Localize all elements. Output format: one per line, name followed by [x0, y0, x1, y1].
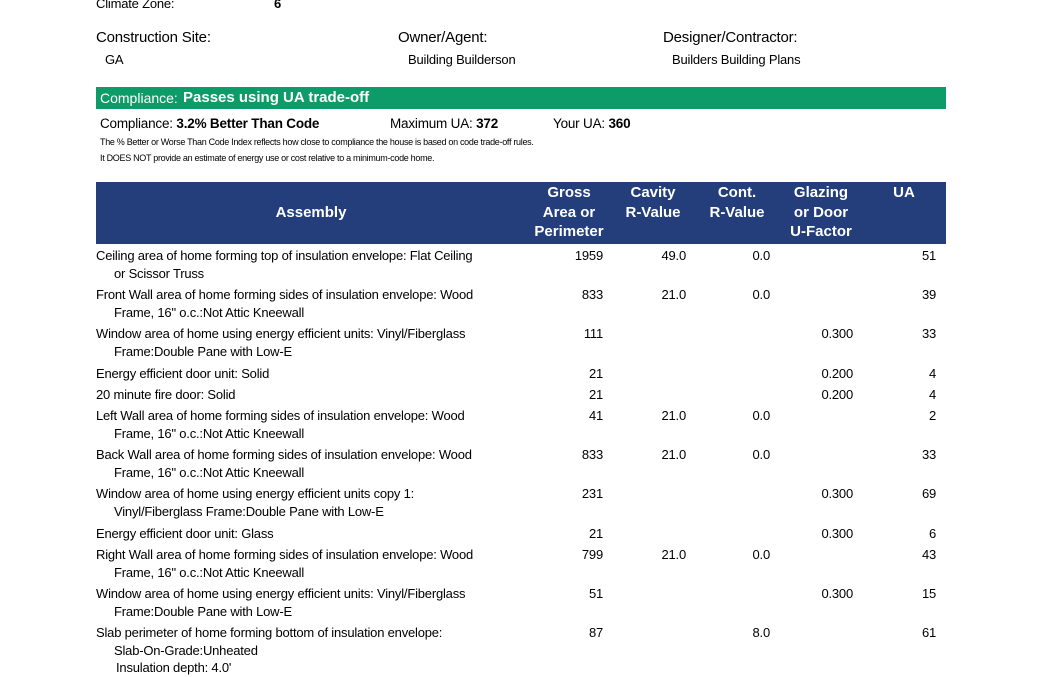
compliance-banner-prefix: Compliance:	[100, 90, 178, 106]
header-glazing-line-1: Glazing	[793, 184, 849, 201]
header-gross-line-3: Perimeter	[534, 223, 604, 240]
compliance-banner	[96, 87, 946, 109]
glazing-ufactor: 0.300	[821, 326, 853, 341]
assembly-description	[96, 624, 536, 677]
cavity-rvalue: 21.0	[661, 547, 686, 562]
assembly-description	[96, 546, 536, 581]
cavity-rvalue: 49.0	[661, 248, 686, 263]
owner-agent-value: Building Builderson	[408, 52, 516, 67]
gross-area: 833	[581, 447, 603, 462]
cont-rvalue: 0.0	[752, 547, 770, 562]
assembly-line-2: Frame:Double Pane with Low-E	[114, 343, 292, 359]
cavity-rvalue: 21.0	[661, 287, 686, 302]
your-ua-label: Your UA:	[553, 116, 605, 131]
assembly-line-3: Insulation depth: 4.0'	[116, 660, 232, 675]
gross-area: 833	[581, 287, 603, 302]
ua-value: 6	[928, 526, 936, 541]
your-ua-value: 360	[608, 116, 631, 131]
assembly-line-2: Frame, 16" o.c.:Not Attic Kneewall	[114, 304, 305, 320]
assembly-line-1: Back Wall area of home forming sides of insulation envelope: Wood	[96, 447, 472, 462]
ua-value: 33	[921, 447, 936, 462]
assembly-description	[96, 525, 536, 543]
ua-value: 69	[921, 486, 936, 501]
gross-area: 21	[588, 526, 603, 541]
glazing-ufactor: 0.200	[821, 387, 853, 402]
compliance-summary	[100, 116, 319, 131]
assembly-line-2: Frame:Double Pane with Low-E	[114, 603, 292, 619]
cont-rvalue: 0.0	[752, 248, 770, 263]
assembly-description	[96, 485, 536, 520]
compliance-note-2: It DOES NOT provide an estimate of energy use or cost relative to a minimum-code home.	[100, 153, 435, 163]
assembly-line-1: Right Wall area of home forming sides of insulation envelope: Wood	[96, 547, 474, 562]
ua-value: 4	[928, 366, 936, 381]
glazing-ufactor: 0.300	[821, 486, 853, 501]
assembly-description	[96, 365, 536, 383]
assembly-line-1: Ceiling area of home forming top of insulation envelope: Flat Ceiling	[96, 248, 473, 263]
cont-rvalue: 8.0	[752, 625, 770, 640]
construction-site-value: GA	[105, 52, 124, 67]
cavity-rvalue: 21.0	[661, 408, 686, 423]
assembly-line-1: Energy efficient door unit: Glass	[96, 526, 274, 541]
ua-value: 15	[921, 586, 936, 601]
gross-area: 111	[583, 326, 603, 341]
ua-value: 4	[928, 387, 936, 402]
designer-contractor-value: Builders Building Plans	[672, 52, 801, 67]
header-glazing-line-3: U-Factor	[790, 223, 852, 240]
assembly-line-1: Front Wall area of home forming sides of insulation envelope: Wood	[96, 287, 474, 302]
cavity-rvalue: 21.0	[661, 447, 686, 462]
maximum-ua-value: 372	[476, 116, 499, 131]
gross-area: 799	[581, 547, 603, 562]
climate-zone-label: Climate Zone:	[96, 0, 175, 11]
assembly-line-1: Window area of home using energy efficient units copy 1:	[96, 486, 415, 501]
gross-area: 21	[588, 366, 603, 381]
header-ua: UA	[893, 184, 915, 201]
construction-site-label: Construction Site:	[96, 29, 211, 46]
header-gross-area	[526, 183, 612, 242]
header-assembly: Assembly	[275, 204, 347, 221]
ua-value: 51	[921, 248, 936, 263]
compliance-banner-status: Passes using UA trade-off	[183, 89, 370, 106]
header-cont-line-2: R-Value	[709, 203, 765, 221]
assembly-table-header	[96, 182, 946, 244]
compliance-note-1: The % Better or Worse Than Code Index reflects how close to compliance the house is based on code trade-off rules.	[100, 137, 534, 147]
ua-value: 43	[921, 547, 936, 562]
glazing-ufactor: 0.300	[821, 586, 853, 601]
maximum-ua-label: Maximum UA:	[390, 116, 473, 131]
header-cont-rvalue	[694, 183, 780, 222]
compliance-summary-value: 3.2% Better Than Code	[176, 116, 320, 131]
assembly-line-1: Energy efficient door unit: Solid	[96, 366, 270, 381]
owner-agent-label: Owner/Agent:	[398, 29, 488, 46]
assembly-line-2: Frame, 16" o.c.:Not Attic Kneewall	[114, 564, 305, 580]
gross-area: 231	[581, 486, 603, 501]
designer-contractor-label: Designer/Contractor:	[663, 29, 798, 46]
ua-value: 33	[921, 326, 936, 341]
assembly-description	[96, 585, 536, 620]
assembly-description	[96, 247, 536, 282]
climate-zone-value: 6	[274, 0, 282, 11]
glazing-ufactor: 0.300	[821, 526, 853, 541]
assembly-line-2: Slab-On-Grade:Unheated	[114, 642, 258, 658]
header-gross-line-1: Gross	[547, 184, 591, 201]
ua-value: 39	[921, 287, 936, 302]
gross-area: 87	[588, 625, 603, 640]
header-cont-line-1: Cont.	[717, 184, 757, 201]
glazing-ufactor: 0.200	[821, 366, 853, 381]
maximum-ua	[390, 116, 498, 131]
gross-area: 51	[588, 586, 603, 601]
gross-area: 41	[588, 408, 603, 423]
assembly-line-1: 20 minute fire door: Solid	[96, 387, 236, 402]
ua-value: 2	[928, 408, 936, 423]
assembly-line-1: Window area of home using energy efficient units: Vinyl/Fiberglass	[96, 586, 466, 601]
your-ua	[553, 116, 630, 131]
assembly-line-1: Window area of home using energy efficient units: Vinyl/Fiberglass	[96, 326, 466, 341]
assembly-description	[96, 325, 536, 360]
header-glazing-ufactor	[780, 183, 862, 242]
gross-area: 21	[588, 387, 603, 402]
assembly-line-2: Frame, 16" o.c.:Not Attic Kneewall	[114, 425, 305, 441]
assembly-description	[96, 446, 536, 481]
cont-rvalue: 0.0	[752, 447, 770, 462]
header-gross-line-2: Area or	[542, 203, 596, 221]
cont-rvalue: 0.0	[752, 287, 770, 302]
assembly-line-1: Left Wall area of home forming sides of insulation envelope: Wood	[96, 408, 465, 423]
assembly-description	[96, 286, 536, 321]
header-glazing-line-2: or Door	[793, 203, 849, 221]
header-cavity-line-2: R-Value	[625, 203, 681, 221]
ua-value: 61	[921, 625, 936, 640]
compliance-summary-label: Compliance:	[100, 116, 173, 131]
assembly-description	[96, 386, 536, 404]
assembly-description	[96, 407, 536, 442]
cont-rvalue: 0.0	[752, 408, 770, 423]
gross-area: 1959	[574, 248, 603, 263]
header-cavity-line-1: Cavity	[630, 184, 676, 201]
assembly-line-1: Slab perimeter of home forming bottom of insulation envelope:	[96, 625, 443, 640]
assembly-line-2: Vinyl/Fiberglass Frame:Double Pane with Low-E	[114, 503, 384, 519]
assembly-line-2: Frame, 16" o.c.:Not Attic Kneewall	[114, 464, 305, 480]
header-cavity-rvalue	[612, 183, 694, 222]
assembly-line-2: or Scissor Truss	[114, 265, 204, 281]
